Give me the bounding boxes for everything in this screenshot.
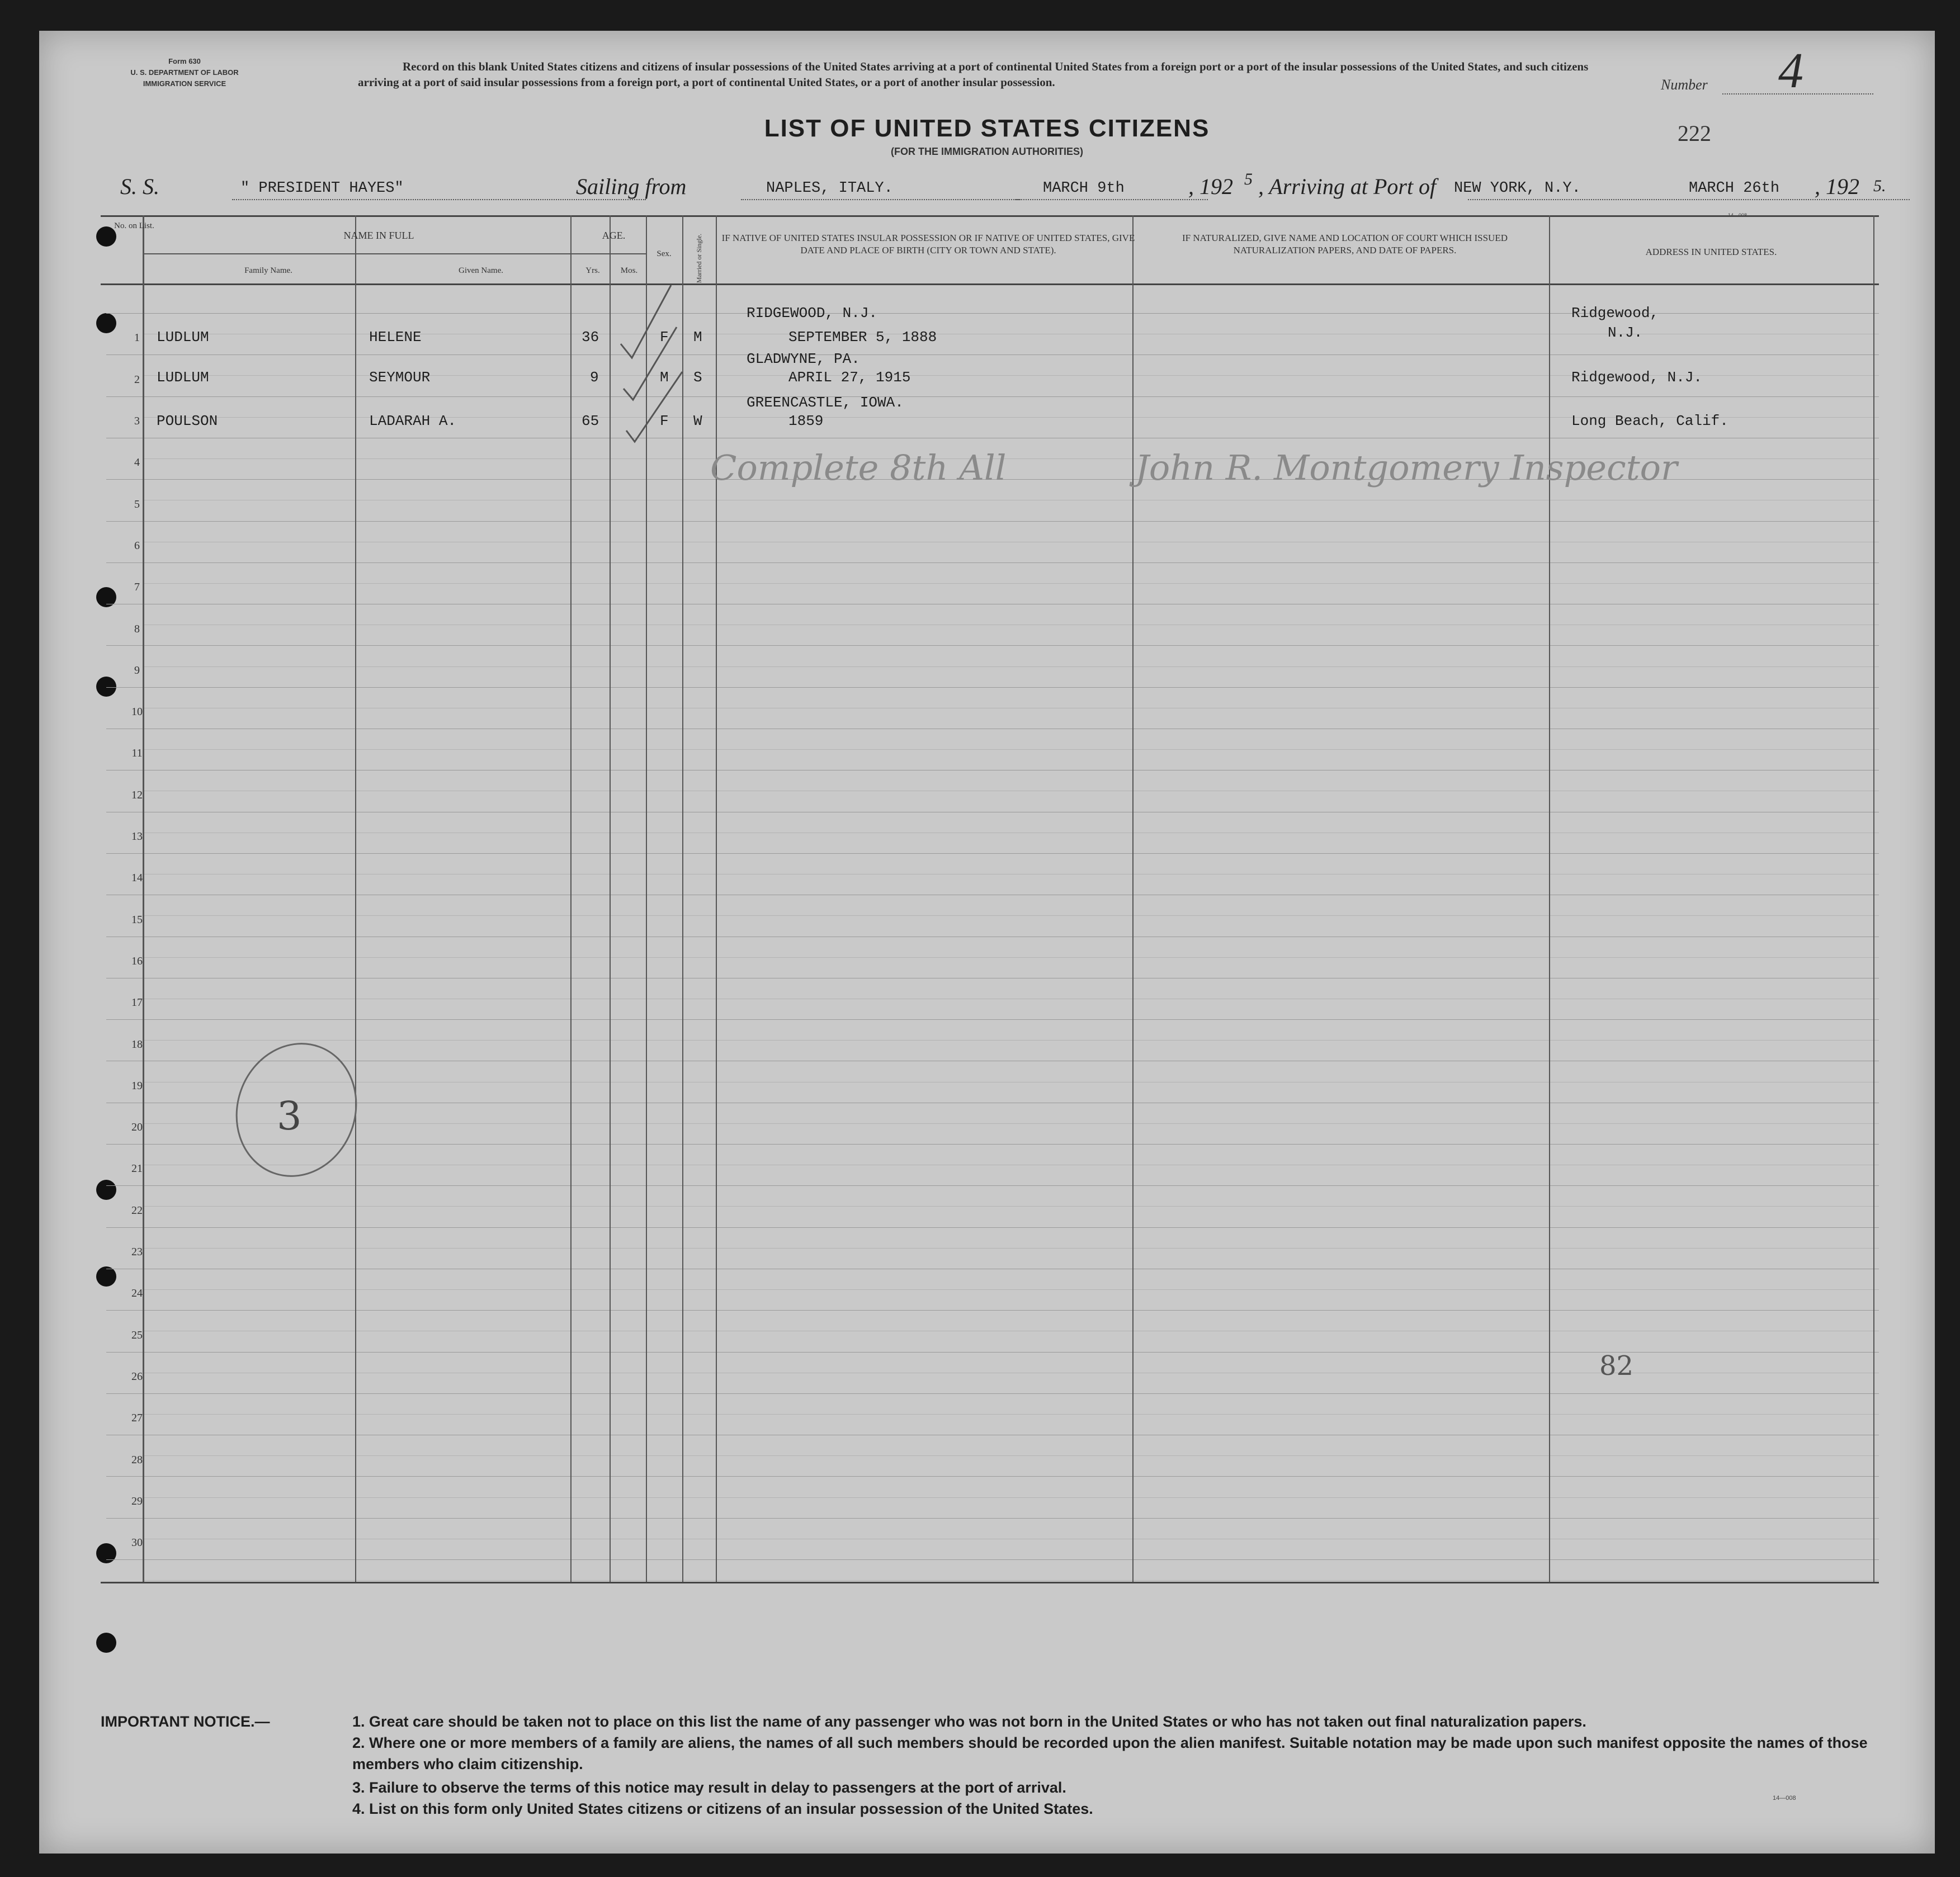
header-given-name: Given Name. (459, 266, 503, 275)
arrival-port: NEW YORK, N.Y. (1454, 180, 1581, 197)
header-age: AGE. (602, 230, 626, 241)
row-number: 4 (134, 456, 140, 469)
header-address: ADDRESS IN UNITED STATES. (1645, 247, 1777, 257)
row-number: 29 (131, 1495, 143, 1507)
birth-place: GLADWYNE, PA. (747, 351, 860, 367)
row-number: 17 (131, 996, 143, 1009)
row-number: 15 (131, 913, 143, 926)
check-mark (624, 327, 677, 400)
notice-label: IMPORTANT NOTICE.— (101, 1713, 270, 1730)
address-line-1: Ridgewood, N.J. (1571, 369, 1703, 386)
row-number: 24 (131, 1287, 143, 1300)
row-number: 20 (131, 1121, 143, 1134)
ship-name: " PRESIDENT HAYES" (240, 180, 404, 197)
arrival-date: MARCH 26th (1689, 180, 1780, 197)
handwritten-annotation: Complete 8th All (710, 447, 1007, 488)
sex: F (660, 329, 669, 346)
row-number: 9 (134, 664, 140, 677)
row-number: 28 (131, 1453, 143, 1466)
page-title: LIST OF UNITED STATES CITIZENS (764, 115, 1210, 142)
stamp-number: 222 (1678, 121, 1711, 146)
number-value: 4 (1778, 43, 1803, 98)
given-name: SEYMOUR (369, 369, 431, 386)
header-mos: Mos. (620, 266, 638, 275)
notice-item: 1. Great care should be taken not to place on this list the name of any passenger who was not born in the United States or who has not taken out final naturalization papers. (352, 1713, 1586, 1730)
arrival-year: 5. (1873, 177, 1886, 195)
row-number: 23 (131, 1246, 143, 1259)
manifest-page (39, 31, 1935, 1854)
header-family-name: Family Name. (244, 266, 292, 275)
age-years: 9 (590, 369, 599, 386)
age-years: 36 (582, 329, 599, 346)
form-number: Form 630 (168, 57, 201, 65)
row-number: 3 (134, 415, 140, 428)
row-number: 14 (131, 872, 143, 885)
birth-place: RIDGEWOOD, N.J. (747, 305, 878, 321)
row-number: 21 (131, 1162, 143, 1175)
sailing-from: NAPLES, ITALY. (766, 180, 893, 197)
header-sex: Sex. (657, 249, 672, 258)
notice-item: 4. List on this form only United States citizens or citizens of an insular possession of the United States. (352, 1800, 1093, 1817)
sailing-year: 5 (1244, 170, 1253, 188)
header-birthplace: IF NATIVE OF UNITED STATES INSULAR POSSESSION OR IF NATIVE OF UNITED STATES, GIVE DATE AND PLACE OF BIRTH (CITY OR TOWN AND STATE). (721, 233, 1135, 256)
marital-status: M (693, 329, 702, 346)
row-number: 30 (131, 1536, 143, 1549)
check-mark (626, 372, 682, 442)
inspector-signature: John R. Montgomery Inspector (1135, 447, 1678, 488)
sailing-label: Sailing from (576, 174, 687, 199)
row-number: 16 (131, 954, 143, 967)
given-name: LADARAH A. (369, 413, 457, 429)
circled-note: 3 (277, 1093, 302, 1139)
header-yrs: Yrs. (585, 266, 600, 275)
handwriting-layer (39, 31, 1935, 1854)
marital-status: W (693, 413, 702, 429)
sailing-date: MARCH 9th (1043, 180, 1125, 197)
service: IMMIGRATION SERVICE (143, 79, 226, 88)
header-name-in-full: NAME IN FULL (343, 230, 414, 241)
department: U. S. DEPARTMENT OF LABOR (130, 68, 239, 77)
row-number: 22 (131, 1204, 143, 1217)
page-count: 82 (1599, 1350, 1634, 1382)
row-number: 19 (131, 1079, 143, 1092)
age-years: 65 (582, 413, 599, 429)
year-prefix: , 192 (1188, 174, 1233, 199)
header-married-single: Married or Single. (695, 233, 703, 283)
sex: F (660, 413, 669, 429)
address-line-2: N.J. (1608, 324, 1643, 341)
birth-date: 1859 (788, 413, 824, 429)
family-name: LUDLUM (157, 329, 209, 346)
row-number: 10 (131, 706, 143, 718)
row-number: 8 (134, 622, 140, 635)
row-number: 25 (131, 1328, 143, 1341)
birth-date: SEPTEMBER 5, 1888 (788, 329, 937, 346)
number-label: Number (1661, 77, 1708, 93)
ss-label: S. S. (120, 174, 159, 199)
row-number: 1 (134, 332, 140, 344)
row-number: 27 (131, 1412, 143, 1425)
row-number: 12 (131, 788, 143, 801)
bottom-code: 14—008 (1773, 1795, 1796, 1802)
notice-item: 2. Where one or more members of a family are aliens, the names of all such members should be recorded upon the alien manifest. Suitable notation may be made upon such manifest opposite the names of those members who claim citizenship. (352, 1734, 1868, 1772)
intro-text: Record on this blank United States citizens and citizens of insular possessions of the United States arriving at a port of continental United States from a foreign port or a port of the insular possessions of the United States, and such citizens arriving at a port of said insular possessions from a foreign port, a port of continental United States, or a port of another insular possession. (358, 60, 1589, 89)
row-number: 18 (131, 1038, 143, 1051)
row-number: 26 (131, 1370, 143, 1383)
row-number: 2 (134, 373, 140, 386)
address-line-1: Long Beach, Calif. (1571, 413, 1728, 429)
row-number: 7 (134, 581, 140, 594)
family-name: POULSON (157, 413, 218, 429)
print-code: 14—008 (1728, 212, 1748, 218)
check-mark (621, 285, 671, 358)
address-line-1: Ridgewood, (1571, 305, 1659, 321)
arriving-label: , Arriving at Port of (1258, 174, 1437, 199)
row-number: 6 (134, 539, 140, 552)
year-prefix-2: , 192 (1815, 174, 1859, 199)
header-naturalized: IF NATURALIZED, GIVE NAME AND LOCATION OF COURT WHICH ISSUED NATURALIZATION PAPERS, AND DATE OF PAPERS. (1182, 233, 1508, 256)
row-number: 13 (131, 830, 143, 843)
family-name: LUDLUM (157, 369, 209, 386)
header-no-on-list: No. on List. (114, 221, 154, 230)
page-subtitle: (FOR THE IMMIGRATION AUTHORITIES) (891, 146, 1083, 157)
row-number: 11 (131, 747, 143, 760)
birth-place: GREENCASTLE, IOWA. (747, 394, 904, 411)
notice-item: 3. Failure to observe the terms of this notice may result in delay to passengers at the port of arrival. (352, 1779, 1066, 1796)
birth-date: APRIL 27, 1915 (788, 369, 911, 386)
marital-status: S (693, 369, 702, 386)
given-name: HELENE (369, 329, 422, 346)
sex: M (660, 369, 669, 386)
row-number: 5 (134, 498, 140, 510)
